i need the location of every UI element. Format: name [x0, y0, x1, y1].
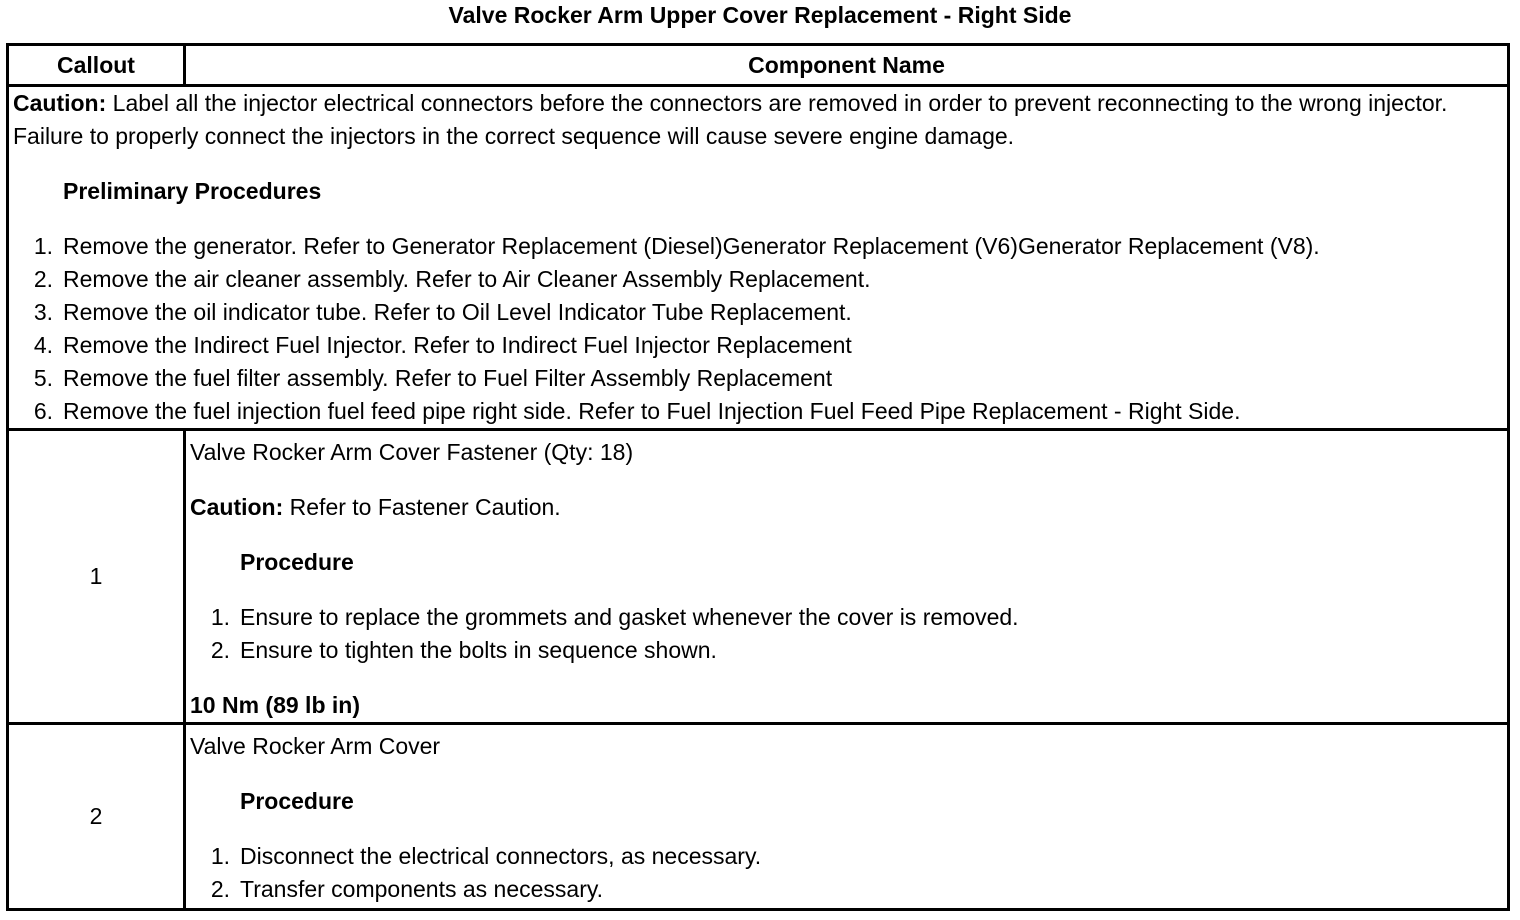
caution-text: Label all the injector electrical connectors before the connectors are removed in order to prevent reconnecting to the wrong injector. Failure to properly connect the injectors in the correct sequence will cause severe engine damage.: [13, 90, 1448, 149]
component-cell: [185, 430, 1509, 724]
table-row: [8, 430, 1509, 724]
list-item: 1. Remove the generator. Refer to Generator Replacement (Diesel)Generator Replacement (V6)Generator Replacement (V8).: [33, 233, 1320, 259]
procedure-steps: [190, 601, 1503, 667]
table-row: [8, 724, 1509, 910]
preliminary-steps: [13, 230, 1503, 428]
list-item: 4. Remove the Indirect Fuel Injector. Refer to Indirect Fuel Injector Replacement: [33, 332, 852, 358]
table-header-row: [8, 45, 1509, 86]
preliminary-heading: Preliminary Procedures: [63, 178, 322, 204]
preliminary-row: [8, 86, 1509, 430]
procedure-heading: Procedure: [240, 549, 354, 575]
list-item: 1. Ensure to replace the grommets and gasket whenever the cover is removed.: [210, 604, 1019, 630]
caution-label: Caution:: [13, 90, 107, 116]
preliminary-cell: [8, 86, 1509, 430]
list-item: 3. Remove the oil indicator tube. Refer to Oil Level Indicator Tube Replacement.: [33, 299, 852, 325]
torque-spec: 10 Nm (89 lb in): [190, 692, 360, 718]
caution-label: Caution:: [190, 494, 284, 520]
preliminary-caution: [13, 87, 1503, 153]
procedure-heading: Procedure: [240, 788, 354, 814]
component-caution: [190, 491, 1503, 524]
callout-column-header: Callout: [8, 45, 185, 86]
list-item: 2. Remove the air cleaner assembly. Refer to Air Cleaner Assembly Replacement.: [33, 266, 871, 292]
list-item: 1. Disconnect the electrical connectors, as necessary.: [210, 843, 762, 869]
list-item: 5. Remove the fuel filter assembly. Refer to Fuel Filter Assembly Replacement: [33, 365, 833, 391]
procedure-steps: [190, 840, 1503, 906]
list-item: 6. Remove the fuel injection fuel feed pipe right side. Refer to Fuel Injection Fuel Feed Pipe Replacement - Right Side.: [33, 398, 1241, 424]
component-cell: [185, 724, 1509, 910]
document-title: Valve Rocker Arm Upper Cover Replacement - Right Side: [448, 2, 1072, 28]
procedure-table: [6, 43, 1510, 911]
component-name: Valve Rocker Arm Cover: [190, 733, 441, 759]
caution-text: Refer to Fastener Caution.: [283, 494, 561, 520]
component-name: Valve Rocker Arm Cover Fastener (Qty: 18): [190, 439, 634, 465]
callout-cell: 1: [8, 430, 185, 724]
callout-cell: 2: [8, 724, 185, 910]
component-column-header: Component Name: [185, 45, 1509, 86]
list-item: 2. Ensure to tighten the bolts in sequence shown.: [210, 637, 717, 663]
list-item: 2. Transfer components as necessary.: [210, 876, 604, 902]
